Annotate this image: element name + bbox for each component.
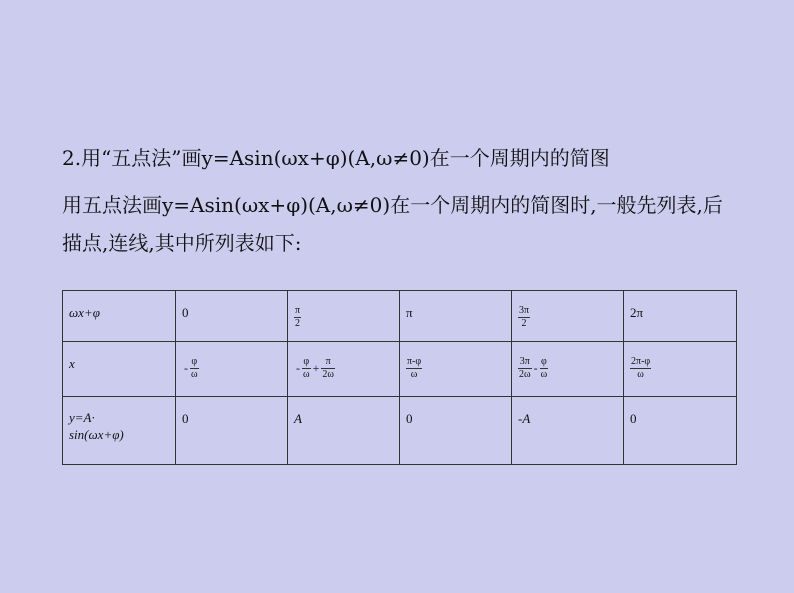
y-cell-1: 0 [176,397,288,465]
phase-cell-3: π [400,291,512,342]
phase-cell-5: 2π [624,291,737,342]
fraction-numerator: π-φ [407,356,422,367]
fraction-numerator: 3π [519,356,530,367]
paragraph-line-1: 用五点法画y=Asin(ωx+φ)(A,ω≠0)在一个周期内的简图时,一般先列表,后 [62,193,723,217]
section-heading: 2.用“五点法”画y=Asin(ωx+φ)(A,ω≠0)在一个周期内的简图 [62,146,610,170]
fraction-denominator: 2 [295,318,301,329]
fraction-numerator: φ [541,356,547,367]
x-cell-4 [512,342,624,397]
x-fraction-2b [321,356,335,381]
minus-sign: - [296,361,300,375]
row-label-x: x [63,342,176,397]
table-row-y [63,397,737,465]
x-fraction-4b [540,356,549,381]
fraction-numerator: π [295,305,301,316]
y-cell-3: 0 [400,397,512,465]
phase-cell-2 [288,291,400,342]
five-point-table [62,290,737,465]
phase-fraction-2 [294,305,301,330]
fraction-denominator: 2ω [322,369,334,380]
fraction-denominator: ω [540,369,548,380]
table-row-x [63,342,737,397]
y-cell-4: -A [512,397,624,465]
paragraph-line-2: 描点,连线,其中所列表如下: [62,231,302,255]
fraction-denominator: 2ω [519,369,531,380]
phase-cell-4 [512,291,624,342]
x-fraction-2a [302,356,311,381]
x-fraction-4a [518,356,532,381]
row-label-y-line-2: sin(ωx+φ) [69,427,124,442]
x-cell-3 [400,342,512,397]
fraction-denominator: 2 [521,318,527,329]
phase-cell-1: 0 [176,291,288,342]
y-cell-2: A [288,397,400,465]
phase-fraction-4 [518,305,530,330]
x-fraction-3 [406,356,422,381]
x-fraction-5 [630,356,651,381]
fraction-numerator: π [321,356,335,369]
row-label-y-line-1: y=A· [69,410,95,425]
fraction-denominator: ω [410,369,418,380]
minus-sign: - [184,361,188,375]
description-paragraph [62,186,762,262]
fraction-numerator: φ [303,356,310,367]
fraction-numerator: 3π [519,305,530,316]
fraction-denominator: ω [637,369,644,380]
plus-sign: + [312,361,320,375]
fraction-numerator: φ [191,356,198,367]
table-row-phase [63,291,737,342]
row-label-phase: ωx+φ [63,291,176,342]
y-cell-5: 0 [624,397,737,465]
x-cell-1 [176,342,288,397]
fraction-numerator: 2π-φ [631,356,651,367]
row-label-y [63,397,176,465]
x-fraction-1 [190,356,199,381]
fraction-denominator: ω [303,369,310,380]
x-cell-2 [288,342,400,397]
fraction-denominator: ω [191,369,198,380]
x-cell-5 [624,342,737,397]
minus-sign: - [533,361,538,375]
